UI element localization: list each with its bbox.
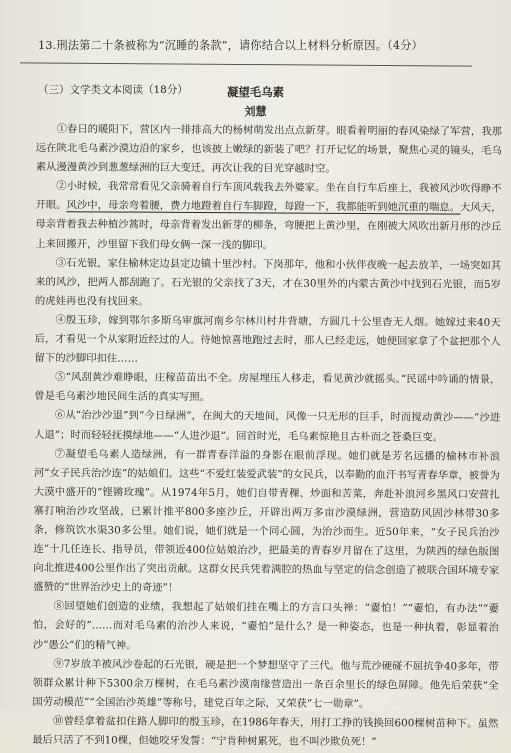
paragraph-8: ⑧回望她们创造的业绩，我想起了姑娘们挂在嘴上的方言口头禅：“嫑怕！”“嫑怕，有办法”“嫑怕，会好的”……而对毛乌素的治沙人来说，“嫑怕”是什么？是一种姿态，也是一种执着，彰显着治沙“愚公”们的精气神。 (32, 600, 500, 652)
article-author: 刘慧 (244, 105, 267, 118)
article-body (32, 120, 502, 753)
paragraph-6: ⑥从“治沙沙退”到“今日绿洲”，在闽大的天地间，风像一只无形的巨手，时而搅动黄沙——“沙进人退”；时而轻轻抚摸绿地——“人进沙退”。回首时光，毛乌素惊艳且古朴而之苍桑巨变。 (34, 409, 501, 443)
answer-line (20, 62, 472, 66)
paragraph-9: ⑨7岁放羊被风沙卷起的石光银，硬是把一个梦想坚守了三代。他与荒沙硬碰不屈抗争40多年，带领群众累计种下5300余万棵树，在毛乌素沙漠南缘营造出一条百余里长的绿色屏障。他先后荣获“全国劳动模范”“全国治沙英雄”等称号，建党百年之际，又荣获“七一勋章”。 (32, 657, 499, 710)
paragraph-3: ③石光银，家住榆林定边县定边镇十里沙村。下岗那年，他和小伙伴夜晚一起去放羊，一场突如其来的风沙，把两人都刮跑了。石光银的父亲找了3天，才在30里外的内蒙古黄沙中找到石光银，而5岁的虎娃再也没有找回来。 (34, 256, 502, 308)
paragraph-4: ④殷玉珍，嫁到鄂尔多斯乌审旗河南乡尔林川村井背塘，方圆几十公里杳无人烟。她嫁过来40天后，才看见一个从家附近经过的人。待她惊喜地跑过去时，那人已经走远，她便回家拿了个盆把那个人留下的沙脚印扣住…… (34, 314, 501, 365)
underlined-sentence: 风沙中，母亲弯着腰，费力地蹬着自行车脚蹬，每蹬一下，我都能听到她沉重的喘息。 (66, 199, 461, 214)
paragraph-10: ⑩曾经拿着盆扣住路人脚印的殷玉珍，在1986年春天，用打工挣的钱换回600棵树苗种下。虽然最后只活了不到10棵，但她咬牙发誓：“宁肯种树累死，也不叫沙欺负死！” (32, 715, 499, 749)
paragraph-2: ②小时候，我常常看见父亲骑着自行车顶风载我去外婆家。坐在自行车后座上，我被风沙吹得睁不开眼。风沙中，母亲弯着腰，费力地蹬着自行车脚蹬，每蹬一下，我都能听到她沉重的喘息。大风天，母亲背着我去种植沙蒿时，母亲背着发出新芽的柳条，弯腰把上黄沙里，在刚被大风吹出新月形的沙丘上来回搬开，沙里留下我们母女俩一深一浅的脚印。 (35, 180, 502, 252)
paragraph-5: ⑤“风刮黄沙难睁眼，庄稼苗苗出不全。房屋埋压人移走，看见黄沙就摇头。”民谣中吟诵的情景，曾是毛乌素沙地民间生活的真实写照。 (34, 371, 501, 404)
question-13: 13.刑法第二十条被称为“沉睡的条款”，请你结合以上材料分析原因。（4分） (38, 39, 423, 52)
article-title: 凝望毛乌素 (227, 85, 284, 99)
paragraph-1: ①春日的暖阳下，营区内一排排高大的杨树萌发出点点新芽。眼看着明丽的春风染绿了军营，我那远在陕北毛乌素沙漠边沿的家乡，也该披上嫩绿的新装了吧？打开记忆的场景，聚焦心灵的镜头，毛乌素从漫漫黄沙到葱葱绿洲的巨大变迁，再次让我的目光穿越时空。 (35, 123, 502, 176)
paragraph-7: ⑦凝望毛乌素人造绿洲，有一群青春洋溢的身影在眼前浮现。她们就是芳名远播的榆林市补浪河“女子民兵治沙连”的姑娘们。这些“不爱红装爱武装”的女民兵，以奉勤的血汗书写青春华章，被誉为大漠中盛开的“铿锵玫瑰”。从1974年5月，她们自带青稞、炒面和苦菜，奔赴补浪河乡黑风口安营扎寨打响治沙攻坚战，已累计推平800多座沙丘，开辟出两万多亩沙漠绿洲，营造防风固沙林带30多条，修筑饮水渠30多公里。她们说，她们就是一个同心圆，为治沙而生。近50年来，“女子民兵治沙连”十几任连长、指导员，带领近400位姑娘治沙，把最美的青春岁月留在了这里，为陕西的绿色版图向北推进400公里作出了突出贡献。这群女民兵凭着满腔的热血与坚定的信念创造了被联合国环境专家盛赞的“世界治沙史上的奇迹”！ (33, 447, 500, 595)
section-heading: （三）文学类文本阅读（18分） (38, 84, 188, 96)
